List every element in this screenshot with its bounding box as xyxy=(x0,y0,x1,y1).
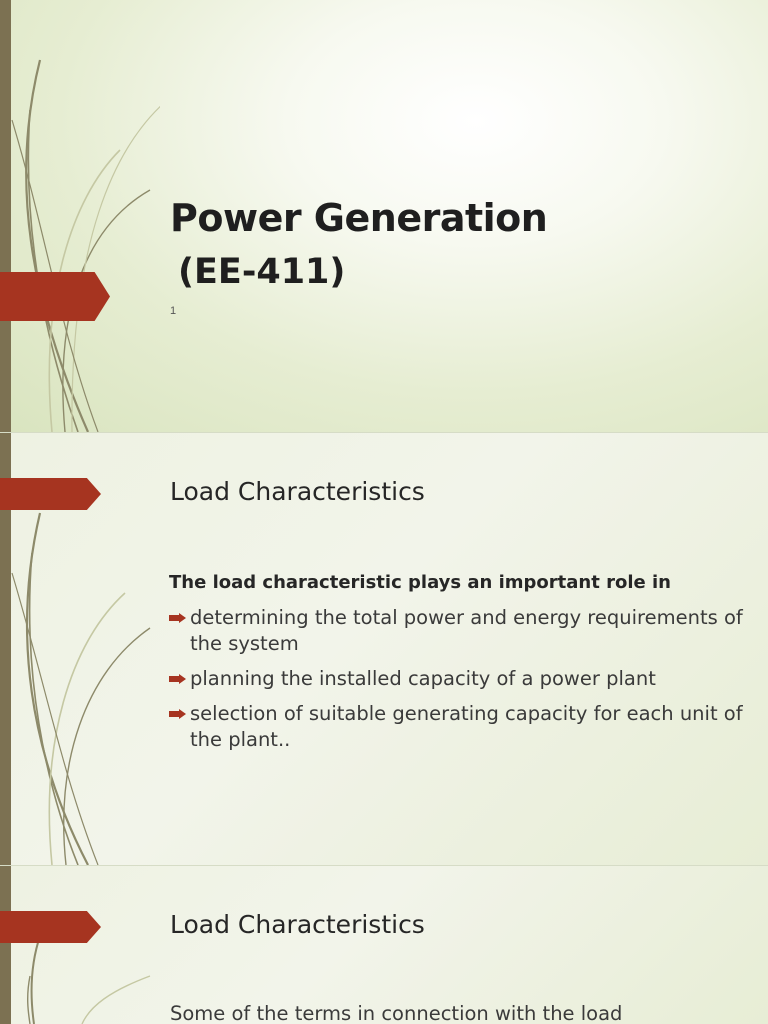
heading-arrow-tab xyxy=(0,911,101,943)
slide-3[interactable] xyxy=(0,866,768,1024)
arrow-bullet-icon xyxy=(169,674,186,684)
decorative-swirl-lines xyxy=(0,866,160,1024)
body-text: Some of the terms in connection with the load xyxy=(170,1002,623,1024)
slide-1[interactable] xyxy=(0,0,768,432)
slide-heading: Load Characteristics xyxy=(170,910,425,939)
slide-number: 1 xyxy=(170,305,177,317)
bullet-text: determining the total power and energy requirements of the system xyxy=(190,606,743,655)
decorative-swirl-lines xyxy=(0,0,160,432)
list-item xyxy=(169,605,749,657)
bullet-text: selection of suitable generating capacity for each unit of the plant.. xyxy=(190,702,743,751)
arrow-bullet-icon xyxy=(169,709,186,719)
heading-arrow-tab xyxy=(0,478,101,510)
slide-heading: Load Characteristics xyxy=(170,477,425,506)
bullet-text: planning the installed capacity of a power plant xyxy=(190,667,656,690)
list-item xyxy=(169,666,749,692)
title-arrow-tab xyxy=(0,272,110,321)
arrow-bullet-icon xyxy=(169,613,186,623)
presentation-title: Power Generation xyxy=(170,196,548,240)
course-code: (EE-411) xyxy=(178,252,346,292)
list-item xyxy=(169,701,749,753)
bullet-list xyxy=(169,605,749,762)
lead-statement: The load characteristic plays an important role in xyxy=(169,572,671,593)
slide-2[interactable] xyxy=(0,433,768,865)
